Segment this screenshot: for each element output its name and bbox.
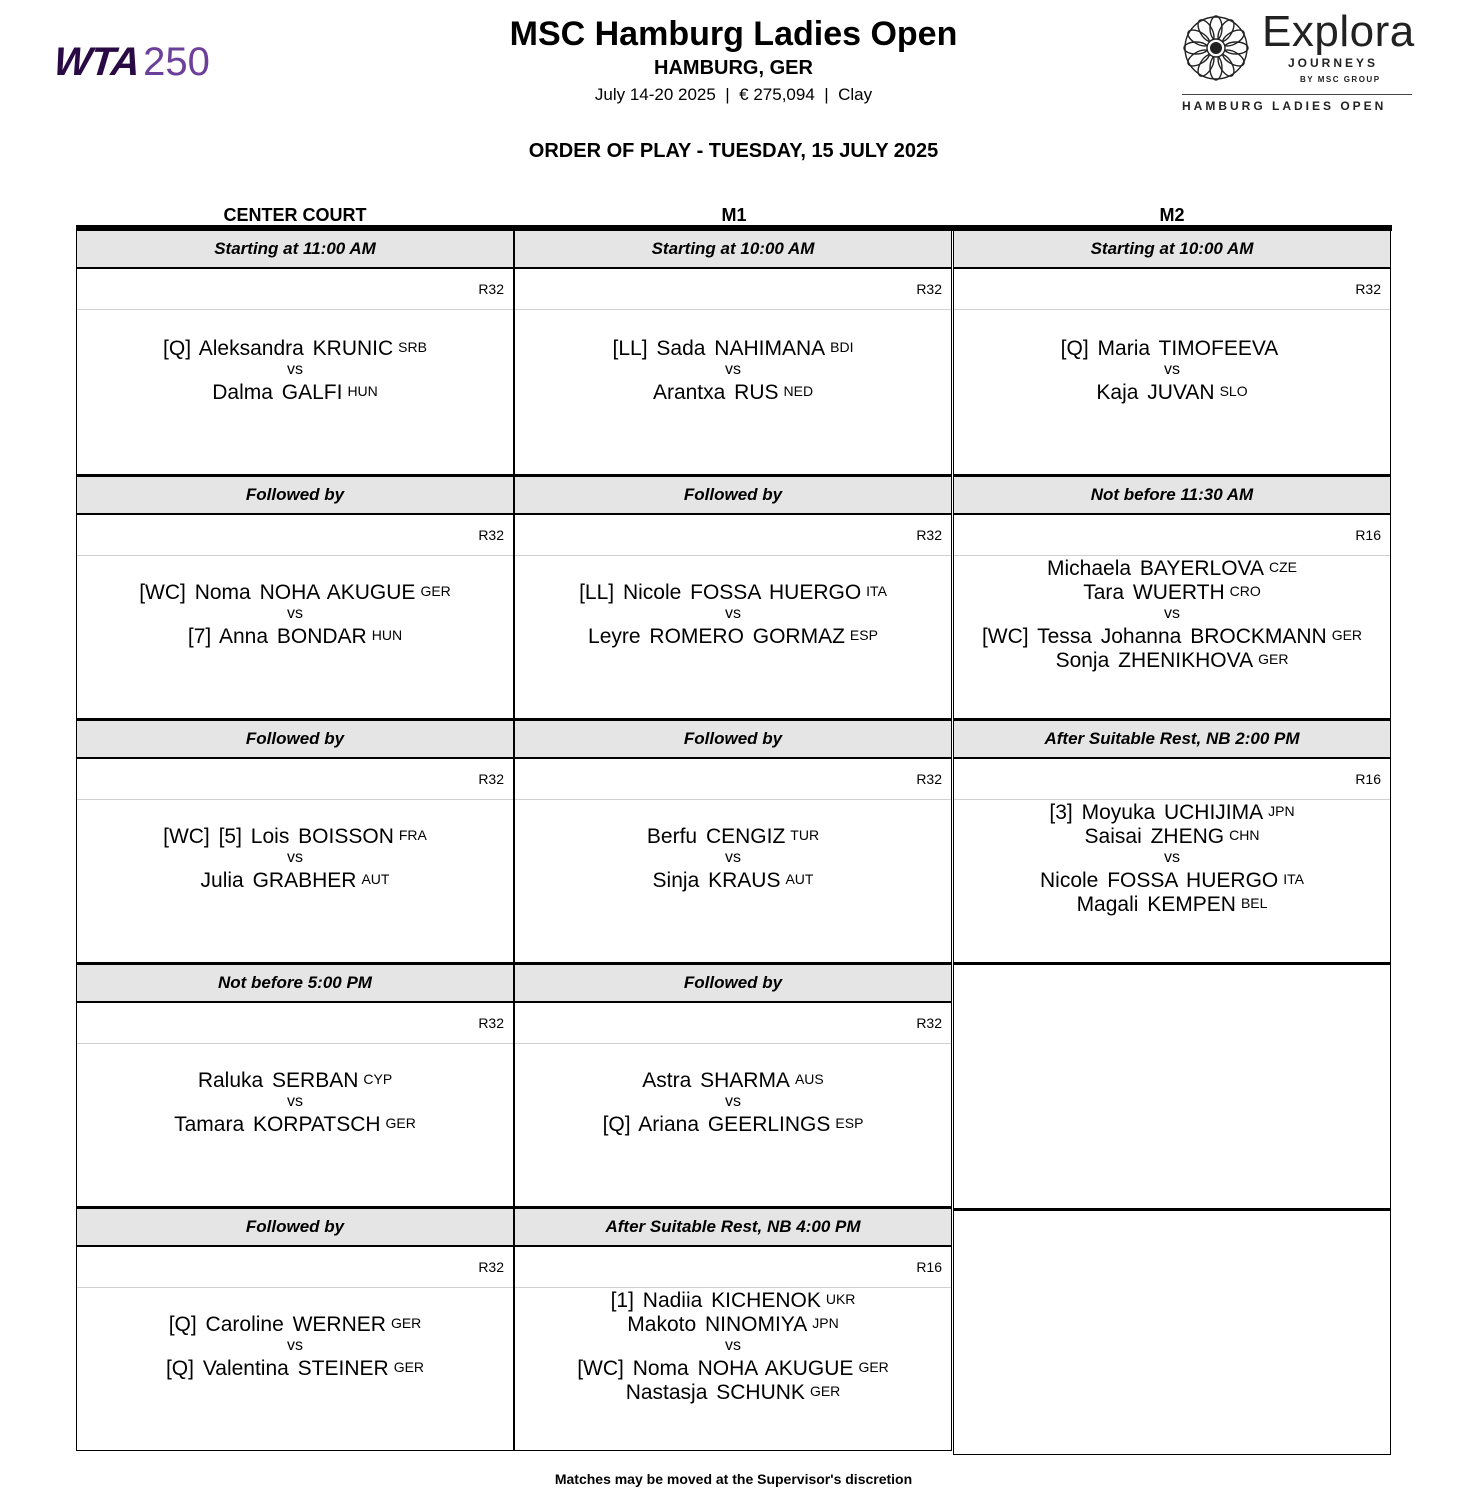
player-seed: [WC] [139,580,186,604]
player-last-name: FOSSA HUERGO [690,580,862,604]
player-name [642,1068,824,1092]
player-last-name: ZHENIKHOVA [1118,648,1254,672]
flower-emblem-icon [1182,14,1250,82]
player-first-name: Valentina [202,1356,289,1380]
wta-tier-text: 250 [143,40,210,84]
player-last-name: BAYERLOVA [1139,556,1264,580]
tournament-location: HAMBURG, GER [654,57,813,79]
round-label: R32 [478,1015,504,1031]
player-country: GER [1331,626,1363,643]
player-last-name: CENGIZ [705,824,786,848]
court-header-center: CENTER COURT [223,205,367,225]
player-country: AUS [794,1070,824,1087]
player-seed: [WC] [981,624,1029,648]
player-seed: [1] [610,1288,634,1312]
player-first-name: Maria [1097,336,1151,360]
player-country: GER [1258,650,1289,667]
match-players [515,309,951,474]
match-slot [76,231,514,475]
round-row [515,759,951,800]
slot-time: Followed by [515,475,951,515]
round-row [954,269,1390,310]
round-row [77,515,513,556]
player-country: JPN [812,1314,839,1331]
player-name [188,624,402,648]
player-first-name: Sonja [1055,648,1110,672]
player-last-name: TIMOFEEVA [1158,336,1279,360]
player-country: CHN [1229,826,1260,843]
round-row [77,1247,513,1288]
player-first-name: Dalma [212,380,273,404]
player-first-name: Lois [250,824,290,848]
player-name [169,1312,422,1336]
player-first-name: Tamara [174,1112,245,1136]
round-label: R32 [916,281,942,297]
player-last-name: JUVAN [1147,380,1215,404]
player-first-name: Arantxa [652,380,726,404]
player-country: CYP [363,1070,393,1087]
player-first-name: Julia [200,868,244,892]
empty-slot [953,1209,1391,1455]
player-country: JPN [1268,802,1295,819]
player-country: SLO [1219,382,1248,399]
match-slot [514,231,952,475]
slot-time: Followed by [77,719,513,759]
player-first-name: Noma [632,1356,689,1380]
player-first-name: Magali [1076,892,1139,916]
player-first-name: Noma [194,580,251,604]
player-country: GER [393,1358,425,1375]
player-country: ESP [835,1114,864,1131]
player-last-name: NOHA AKUGUE [697,1356,854,1380]
player-last-name: SCHUNK [716,1380,805,1404]
match-players [77,797,513,962]
player-last-name: FOSSA HUERGO [1107,868,1279,892]
player-last-name: NOHA AKUGUE [259,580,416,604]
tournament-dates: July 14-20 2025 [594,85,716,104]
player-last-name: GEERLINGS [707,1112,831,1136]
player-first-name: Sada [656,336,706,360]
round-label: R32 [916,1015,942,1031]
player-last-name: ROMERO GORMAZ [649,624,845,648]
player-seed: [Q] [1060,336,1089,360]
player-last-name: KORPATSCH [252,1112,381,1136]
player-last-name: WUERTH [1132,580,1225,604]
footer-note: Matches may be moved at the Supervisor's discretion [554,1471,913,1487]
empty-slot [953,963,1391,1209]
player-name [588,624,878,648]
match-players [515,797,951,962]
player-name [163,336,427,360]
wta-logo-text: WTA [51,40,142,84]
player-country: ITA [866,582,887,599]
round-row [77,1003,513,1044]
player-name [212,380,378,404]
player-name [653,868,814,892]
player-seed: [7] [187,624,212,648]
player-seed: [LL] [612,336,648,360]
player-first-name: Leyre [588,624,641,648]
player-seed: [Q] [168,1312,197,1336]
player-seed: [WC] [577,1356,624,1380]
player-country: FRA [398,826,427,843]
vs-label: vs [287,848,303,866]
slot-time: Followed by [515,963,951,1003]
player-name [1096,380,1247,404]
player-country: AUT [361,870,390,887]
vs-label: vs [1164,360,1180,378]
player-last-name: WERNER [292,1312,386,1336]
vs-label: vs [725,1336,741,1354]
player-name [1085,824,1260,848]
match-slot [76,1207,514,1451]
slot-time: Followed by [77,475,513,515]
court-column-m2 [953,231,1391,1455]
slot-time: Not before 5:00 PM [77,963,513,1003]
player-country: CRO [1229,582,1261,599]
round-row [954,759,1390,800]
player-first-name: Kaja [1096,380,1139,404]
player-name [577,1356,889,1380]
player-name [627,1312,838,1336]
slot-time: Starting at 10:00 AM [515,231,951,269]
match-players [77,309,513,474]
slot-time: After Suitable Rest, NB 4:00 PM [515,1207,951,1247]
player-last-name: ZHENG [1150,824,1225,848]
player-last-name: GRABHER [252,868,357,892]
sponsor-logo [1180,8,1414,116]
vs-label: vs [287,360,303,378]
player-first-name: Saisai [1084,824,1142,848]
court-header-m1: M1 [721,205,747,225]
vs-label: vs [287,604,303,622]
round-label: R16 [1355,527,1381,543]
round-label: R32 [916,771,942,787]
player-seed: [WC] [5] [163,824,242,848]
vs-label: vs [725,848,741,866]
match-players [77,1285,513,1450]
vs-label: vs [287,1092,303,1110]
match-slot [514,475,952,719]
slot-time: Starting at 10:00 AM [954,231,1390,269]
slot-time: Followed by [515,719,951,759]
player-country: BDI [830,338,854,355]
player-seed: [Q] [163,336,192,360]
player-last-name: BROCKMANN [1190,624,1327,648]
player-name [611,1288,856,1312]
player-country: GER [390,1314,422,1331]
player-first-name: Nicole [1040,868,1099,892]
player-last-name: GALFI [281,380,343,404]
match-slot [514,719,952,963]
match-players [77,553,513,718]
vs-label: vs [1164,604,1180,622]
player-country: CZE [1269,558,1297,575]
player-last-name: BONDAR [276,624,367,648]
player-name [982,624,1362,648]
player-last-name: SERBAN [272,1068,359,1092]
round-row [515,1003,951,1044]
player-first-name: Berfu [646,824,698,848]
tournament-surface: Clay [838,85,873,104]
player-last-name: STEINER [297,1356,389,1380]
player-last-name: BOISSON [298,824,394,848]
round-row [515,269,951,310]
player-country: TUR [790,826,820,843]
sponsor-line2: BY MSC GROUP [1300,75,1381,84]
player-country: UKR [825,1290,856,1307]
sponsor-event: HAMBURG LADIES OPEN [1182,99,1387,113]
sponsor-divider [1182,94,1412,95]
player-name [166,1356,424,1380]
match-slot [76,475,514,719]
sponsor-brand: Explora [1262,7,1415,56]
slot-time: Followed by [77,1207,513,1247]
player-country: GER [385,1114,416,1131]
player-country: AUT [785,870,814,887]
player-name [139,580,451,604]
player-name [1056,648,1289,672]
player-name [613,336,854,360]
player-name [198,1068,392,1092]
round-row [515,515,951,556]
vs-label: vs [725,360,741,378]
player-name [653,380,813,404]
tournament-meta: July 14-20 2025 | € 275,094 | Clay [594,85,873,104]
player-first-name: Tessa Johanna [1037,624,1182,648]
player-country: HUN [371,626,403,643]
court-column-center [76,231,514,1451]
order-of-play-title: ORDER OF PLAY - TUESDAY, 15 JULY 2025 [528,140,939,162]
match-slot [953,475,1391,719]
player-name [579,580,887,604]
player-country: SRB [398,338,427,355]
player-first-name: Michaela [1047,556,1132,580]
round-row [77,269,513,310]
slot-time: Not before 11:30 AM [954,475,1390,515]
player-first-name: Nicole [622,580,682,604]
player-first-name: Astra [642,1068,692,1092]
player-name [201,868,390,892]
round-label: R16 [916,1259,942,1275]
player-first-name: Nadiia [642,1288,703,1312]
player-last-name: RUS [734,380,779,404]
player-seed: [LL] [579,580,615,604]
player-name [1040,868,1304,892]
player-first-name: Ariana [638,1112,699,1136]
player-name [1083,580,1261,604]
round-label: R32 [478,527,504,543]
vs-label: vs [287,1336,303,1354]
player-first-name: Aleksandra [198,336,304,360]
player-name [1077,892,1268,916]
vs-label: vs [725,1092,741,1110]
round-label: R32 [478,1259,504,1275]
player-name [163,824,427,848]
round-row [515,1247,951,1288]
player-name [174,1112,416,1136]
player-name [603,1112,864,1136]
player-last-name: UCHIJIMA [1163,800,1264,824]
vs-label: vs [1164,848,1180,866]
match-players [954,309,1390,474]
match-players [515,1285,951,1450]
player-first-name: Nastasja [625,1380,708,1404]
player-seed: [Q] [602,1112,631,1136]
player-last-name: KEMPEN [1147,892,1236,916]
player-country: HUN [347,382,378,399]
tournament-title: MSC Hamburg Ladies Open [509,15,958,53]
player-first-name: Moyuka [1081,800,1156,824]
match-slot [514,963,952,1207]
match-players [77,1041,513,1206]
sponsor-line1: JOURNEYS [1288,56,1379,70]
vs-label: vs [725,604,741,622]
player-first-name: Raluka [197,1068,264,1092]
player-country: ESP [849,626,878,643]
round-row [954,515,1390,556]
round-row [77,759,513,800]
court-header-m2: M2 [1159,205,1185,225]
player-country: NED [783,382,814,399]
tournament-prize: € 275,094 [739,85,815,104]
player-name [1049,800,1294,824]
player-country: GER [809,1382,841,1399]
round-label: R32 [478,771,504,787]
round-label: R32 [1355,281,1381,297]
player-first-name: Tara [1083,580,1125,604]
player-country: GER [858,1358,889,1375]
slot-time: Starting at 11:00 AM [77,231,513,269]
player-last-name: SHARMA [700,1068,790,1092]
player-country: BEL [1240,894,1268,911]
match-players [954,797,1390,962]
round-label: R32 [478,281,504,297]
player-name [1061,336,1284,360]
player-first-name: Anna [218,624,269,648]
player-seed: [3] [1049,800,1073,824]
player-first-name: Caroline [205,1312,284,1336]
player-last-name: KRAUS [708,868,781,892]
player-last-name: NINOMIYA [704,1312,808,1336]
player-first-name: Sinja [652,868,700,892]
match-slot [76,719,514,963]
match-players [954,553,1390,718]
player-name [647,824,819,848]
match-players [515,1041,951,1206]
match-slot [514,1207,952,1451]
player-last-name: KRUNIC [312,336,394,360]
player-first-name: Makoto [627,1312,697,1336]
match-slot [953,231,1391,475]
player-last-name: NAHIMANA [714,336,826,360]
round-label: R32 [916,527,942,543]
match-slot [953,719,1391,963]
player-country: ITA [1283,870,1304,887]
round-label: R16 [1355,771,1381,787]
player-name [626,1380,841,1404]
player-name [1047,556,1297,580]
match-players [515,553,951,718]
court-column-m1 [514,231,952,1451]
match-slot [76,963,514,1207]
player-last-name: KICHENOK [711,1288,821,1312]
slot-time: After Suitable Rest, NB 2:00 PM [954,719,1390,759]
player-seed: [Q] [165,1356,194,1380]
player-country: GER [420,582,451,599]
